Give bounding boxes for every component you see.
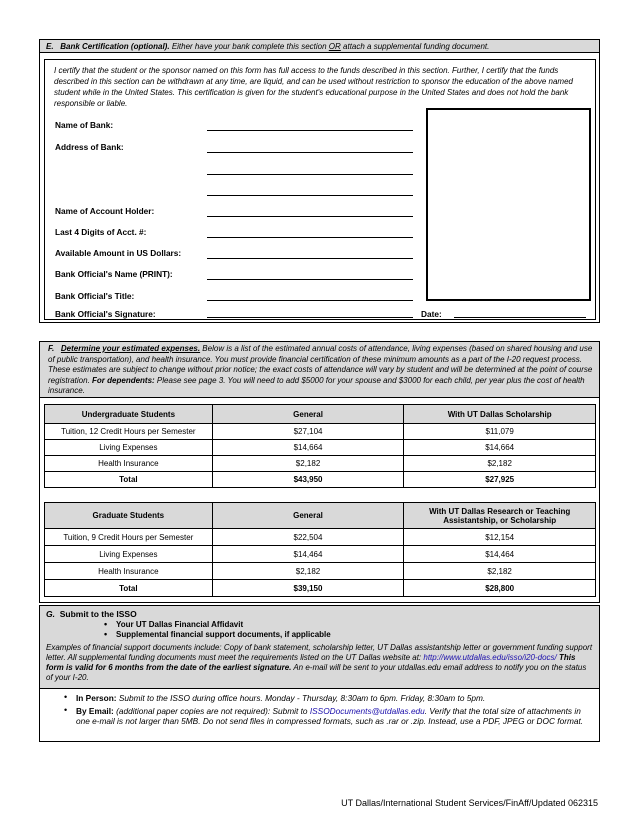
section-e-header xyxy=(40,40,599,53)
date-label: Date: xyxy=(421,309,442,319)
table-cell: Health Insurance xyxy=(45,456,213,472)
in-person-item: • In Person: Submit to the ISSO during office hours. Monday - Thursday, 8:30am to 6pm. Friday, 8:30am to 5pm. xyxy=(62,693,593,704)
table-cell: $12,154 xyxy=(404,529,596,546)
page-footer: UT Dallas/International Student Services/FinAff/Updated 062315 xyxy=(341,798,598,808)
last4-field[interactable] xyxy=(207,237,413,238)
table-cell: $2,182 xyxy=(212,456,404,472)
account-holder-label: Name of Account Holder: xyxy=(55,206,155,216)
section-g-examples: Examples of financial support documents include: Copy of bank statement, scholarship letter, UT Dallas assistantship letter or government funding support letter. All supplemental funding documents must meet the requirements listed on the UT Dallas website at: http://www.utdallas.edu/isso/i20-docs/ This form is valid for 6 months from the date of the earliest signature. An e-mail will be sent to your utdallas.edu email address to notify you on the status of your I-20. xyxy=(46,643,593,682)
section-e-title: Bank Certification (optional). xyxy=(60,42,170,51)
official-name-label: Bank Official's Name (PRINT): xyxy=(55,269,173,279)
table-cell: $28,800 xyxy=(404,580,596,597)
table-cell: $2,182 xyxy=(212,563,404,580)
table-cell: Living Expenses xyxy=(45,440,213,456)
official-signature-label: Bank Official's Signature: xyxy=(55,309,156,319)
amount-field[interactable] xyxy=(207,258,413,259)
table-cell: Living Expenses xyxy=(45,546,213,563)
table-cell: $14,464 xyxy=(212,546,404,563)
table-row xyxy=(45,440,596,456)
list-item: • Supplemental financial support documents, if applicable xyxy=(102,630,593,640)
section-f-expenses xyxy=(39,341,600,603)
section-e-bank-certification xyxy=(39,39,600,323)
table-cell: $14,664 xyxy=(404,440,596,456)
table-header: With UT Dallas Research or Teaching Assistantship, or Scholarship xyxy=(404,503,596,529)
section-f-text1: Below is a list of the estimated annual costs of attendance, living expenses (based on shared housing and use of public transportation), and health insurance. You must provide financial certification of these minimum amounts as a part of the I-20 request process. These estimates are subject to change without prior notice; the exact costs of attendance will vary by student and will be determined at the point of course registration. xyxy=(48,344,593,385)
section-e-intro: Either have your bank complete this section OR attach a supplemental funding document. xyxy=(171,42,490,51)
section-f-title: Determine your estimated expenses. xyxy=(60,344,201,353)
bank-certification-box xyxy=(44,59,596,320)
bank-name-label: Name of Bank: xyxy=(55,120,114,130)
date-field[interactable] xyxy=(454,317,586,318)
list-item: • Your UT Dallas Financial Affidavit xyxy=(102,620,593,630)
table-cell: $22,504 xyxy=(212,529,404,546)
official-signature-field[interactable] xyxy=(207,317,413,318)
official-title-field[interactable] xyxy=(207,300,413,301)
table-cell: Tuition, 9 Credit Hours per Semester xyxy=(45,529,213,546)
table-row xyxy=(45,424,596,440)
section-g-header xyxy=(40,606,599,689)
table-header-row xyxy=(45,405,596,424)
table-cell: Health Insurance xyxy=(45,563,213,580)
table-cell: Total xyxy=(45,472,213,488)
amount-label: Available Amount in US Dollars: xyxy=(55,248,182,258)
table-header: General xyxy=(212,405,404,424)
table-cell: $43,950 xyxy=(212,472,404,488)
official-name-field[interactable] xyxy=(207,279,413,280)
graduate-table xyxy=(44,502,596,597)
section-f-dependents-label: For dependents: xyxy=(92,375,155,385)
section-g-title: Submit to the ISSO xyxy=(59,609,137,619)
bank-stamp-box xyxy=(426,108,591,301)
table-row xyxy=(45,529,596,546)
section-f-text2: Please see page 3. You will need to add $5000 for your spouse and $3000 for each child, per year plus the cost of health insurance. xyxy=(48,375,585,395)
table-cell: Total xyxy=(45,580,213,597)
bank-address-label: Address of Bank: xyxy=(55,142,124,152)
bank-name-field[interactable] xyxy=(207,130,413,131)
section-g-letter: G. xyxy=(46,609,55,619)
table-total-row xyxy=(45,580,596,597)
isso-docs-link[interactable]: http://www.utdallas.edu/isso/i20-docs/ xyxy=(423,653,557,662)
bank-address-field-3[interactable] xyxy=(207,195,413,196)
table-header: With UT Dallas Scholarship xyxy=(404,405,596,424)
official-title-label: Bank Official's Title: xyxy=(55,291,135,301)
table-cell: $2,182 xyxy=(404,456,596,472)
section-g-items xyxy=(102,620,593,640)
section-f-letter: F. xyxy=(48,344,55,353)
account-holder-field[interactable] xyxy=(207,216,413,217)
section-g-title-line xyxy=(46,609,593,620)
table-header: General xyxy=(212,503,404,529)
table-cell: $14,664 xyxy=(212,440,404,456)
section-e-letter: E. xyxy=(46,42,54,51)
section-f-header xyxy=(40,342,599,398)
isso-email-link[interactable]: ISSODocuments@utdallas.edu xyxy=(309,705,425,716)
last4-label: Last 4 Digits of Acct. #: xyxy=(55,227,147,237)
table-cell: $14,464 xyxy=(404,546,596,563)
bank-address-field-1[interactable] xyxy=(207,152,413,153)
table-cell: $39,150 xyxy=(212,580,404,597)
table-total-row xyxy=(45,472,596,488)
table-row xyxy=(45,546,596,563)
certification-text: I certify that the student or the sponsor named on this form has full access to the funds described in this section. Further, I certify that the funds described in this section can be withdrawn at any time, are liquid, and can be used without restriction to sponsor the education of the above named student while in the United States. This certification is given for the student's educational purpose in the United States and does not hold the bank responsible or liable. xyxy=(54,66,573,108)
table-row xyxy=(45,563,596,580)
by-email-item: • By Email: (additional paper copies are not required): Submit to ISSODocuments@utdallas.edu. Verify that the total size of attachments in one e-mail is not larger than 5MB. Do not send files in compressed formats, such as .rar or .zip. Instead, use a PDF, JPEG or DOC format. xyxy=(62,706,593,727)
table-header: Graduate Students xyxy=(45,503,213,529)
section-g-submit xyxy=(39,605,600,742)
table-cell: $11,079 xyxy=(404,424,596,440)
table-cell: $27,104 xyxy=(212,424,404,440)
table-header: Undergraduate Students xyxy=(45,405,213,424)
table-header-row xyxy=(45,503,596,529)
table-cell: $27,925 xyxy=(404,472,596,488)
table-row xyxy=(45,456,596,472)
submission-methods xyxy=(40,689,599,727)
valid-note: This form is valid for 6 months from the date of the earliest signature. xyxy=(46,653,576,672)
table-cell: Tuition, 12 Credit Hours per Semester xyxy=(45,424,213,440)
bank-address-field-2[interactable] xyxy=(207,174,413,175)
undergraduate-table xyxy=(44,404,596,488)
table-cell: $2,182 xyxy=(404,563,596,580)
